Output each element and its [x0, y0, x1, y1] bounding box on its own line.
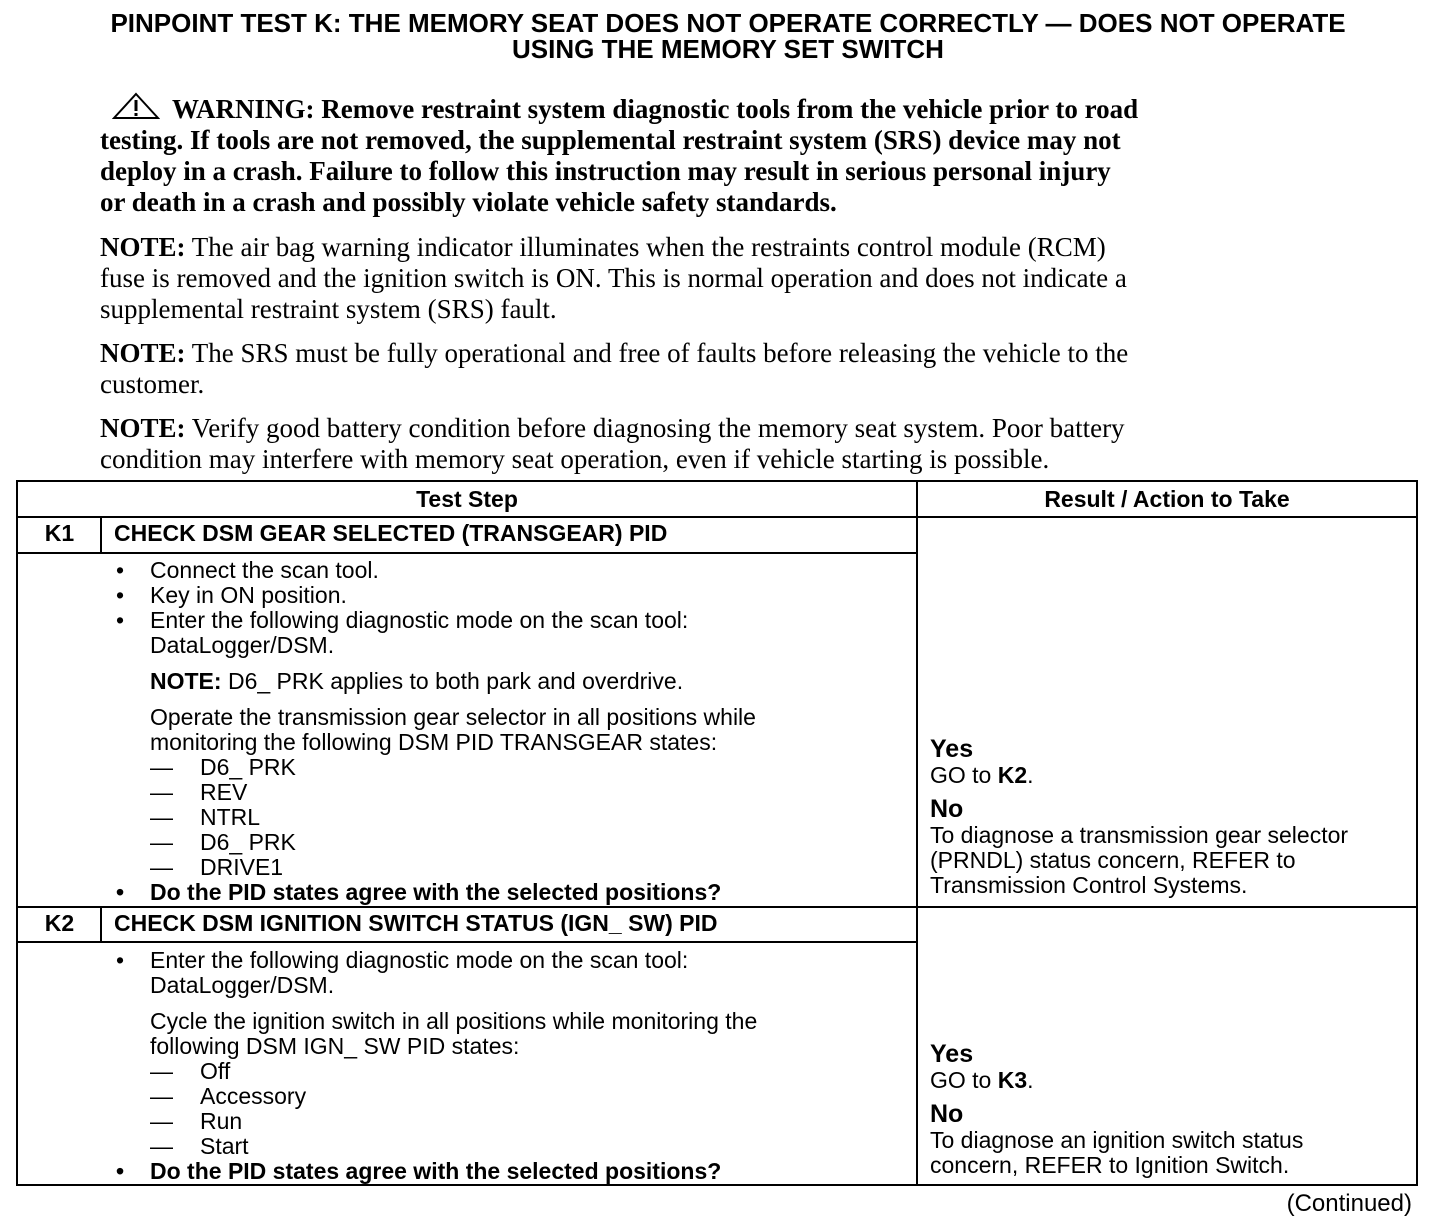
note-text: fuse is removed and the ignition switch is ON. This is normal operation and does not indicate a	[100, 263, 1127, 293]
note-srs-operational	[100, 338, 1340, 400]
note-text: The air bag warning indicator illuminates when the restraints control module (RCM)	[185, 232, 1106, 262]
result-yes-action	[930, 1068, 1410, 1093]
state-item: — Off	[114, 1059, 914, 1084]
list-item: • Key in ON position.	[114, 583, 914, 608]
list-item: • Enter the following diagnostic mode on the scan tool:	[114, 948, 914, 973]
step-question: • Do the PID states agree with the selected positions?	[114, 1159, 914, 1184]
result-yes-punct: .	[1027, 1067, 1034, 1093]
state-item: — D6_ PRK	[114, 830, 914, 855]
result-k1	[930, 736, 1410, 898]
state-item: — Run	[114, 1109, 914, 1134]
result-no-line: (PRNDL) status concern, REFER to	[930, 847, 1296, 873]
list-item: • Enter the following diagnostic mode on the scan tool:	[114, 608, 914, 633]
instruction-line: Cycle the ignition switch in all positions while monitoring the	[150, 1008, 758, 1034]
note-label: NOTE:	[100, 232, 186, 262]
step-note	[114, 669, 914, 694]
result-yes-text: GO to	[930, 762, 998, 788]
header-test-step: Test Step	[416, 486, 518, 512]
warning-line-3: deploy in a crash. Failure to follow this instruction may result in serious personal injury	[100, 156, 1111, 186]
result-yes-action	[930, 763, 1410, 788]
warning-text-1: WARNING: Remove restraint system diagnostic tools from the vehicle prior to road	[172, 94, 1139, 124]
list-item-continuation: DataLogger/DSM.	[150, 632, 335, 658]
result-yes-label: Yes	[930, 1040, 974, 1068]
note-text: Verify good battery condition before diagnosing the memory seat system. Poor battery	[185, 413, 1125, 443]
pinpoint-test-table	[16, 480, 1418, 1186]
step-title-k2: CHECK DSM IGNITION SWITCH STATUS (IGN_ SW) PID	[114, 910, 718, 936]
step-note-label: NOTE:	[150, 668, 222, 694]
instruction-line: monitoring the following DSM PID TRANSGEAR states:	[150, 729, 718, 755]
note-text: The SRS must be fully operational and free of faults before releasing the vehicle to the	[185, 338, 1129, 368]
step-id-k1: K1	[44, 520, 75, 546]
warning-triangle-icon	[112, 92, 160, 120]
column-divider	[916, 482, 918, 1184]
result-yes-label: Yes	[930, 735, 974, 763]
step-body-k1	[114, 558, 914, 905]
k1-title-divider	[18, 552, 916, 554]
state-item: — REV	[114, 780, 914, 805]
state-item: — DRIVE1	[114, 855, 914, 880]
note-battery	[100, 413, 1340, 475]
result-no-line: To diagnose a transmission gear selector	[930, 822, 1349, 848]
list-item-continuation: DataLogger/DSM.	[150, 972, 335, 998]
result-yes-target: K2	[997, 762, 1028, 788]
instruction-line: Operate the transmission gear selector in all positions while	[150, 704, 756, 730]
continued-label: (Continued)	[1286, 1190, 1412, 1217]
warning-line-1	[100, 92, 1340, 125]
state-item: — NTRL	[114, 805, 914, 830]
result-no-label: No	[930, 1100, 964, 1128]
state-item: — D6_ PRK	[114, 755, 914, 780]
page-title-line-1: PINPOINT TEST K: THE MEMORY SEAT DOES NOT OPERATE CORRECTLY — DOES NOT OPERATE	[110, 8, 1346, 38]
instruction-line: following DSM IGN_ SW PID states:	[150, 1033, 520, 1059]
result-no-label: No	[930, 795, 964, 823]
step-body-k2	[114, 948, 914, 1184]
result-no-line: To diagnose an ignition switch status	[930, 1127, 1304, 1153]
note-label: NOTE:	[100, 413, 186, 443]
state-item: — Accessory	[114, 1084, 914, 1109]
step-id-k2: K2	[44, 910, 75, 936]
result-no-line: Transmission Control Systems.	[930, 872, 1248, 898]
list-item: • Connect the scan tool.	[114, 558, 914, 583]
warning-line-4: or death in a crash and possibly violate vehicle safety standards.	[100, 187, 837, 217]
note-label: NOTE:	[100, 338, 186, 368]
note-text: customer.	[100, 369, 205, 399]
state-item: — Start	[114, 1134, 914, 1159]
result-yes-target: K3	[997, 1067, 1028, 1093]
page-title	[0, 10, 1456, 62]
k2-title-divider	[18, 941, 916, 943]
result-no-line: concern, REFER to Ignition Switch.	[930, 1152, 1290, 1178]
header-result-action: Result / Action to Take	[1044, 486, 1290, 512]
note-rcm-fuse	[100, 232, 1340, 325]
result-yes-text: GO to	[930, 1067, 998, 1093]
result-yes-punct: .	[1027, 762, 1034, 788]
warning-block	[100, 92, 1340, 218]
warning-line-2: testing. If tools are not removed, the supplemental restraint system (SRS) device may not	[100, 125, 1121, 155]
note-text: supplemental restraint system (SRS) fault.	[100, 294, 557, 324]
step-note-text: D6_ PRK applies to both park and overdrive.	[221, 668, 684, 694]
result-k2	[930, 1041, 1410, 1178]
row-divider	[18, 906, 1416, 908]
step-question: • Do the PID states agree with the selected positions?	[114, 880, 914, 905]
note-text: condition may interfere with memory seat operation, even if vehicle starting is possible.	[100, 444, 1050, 474]
step-title-k1: CHECK DSM GEAR SELECTED (TRANSGEAR) PID	[114, 520, 668, 546]
page-title-line-2: USING THE MEMORY SET SWITCH	[512, 34, 944, 64]
